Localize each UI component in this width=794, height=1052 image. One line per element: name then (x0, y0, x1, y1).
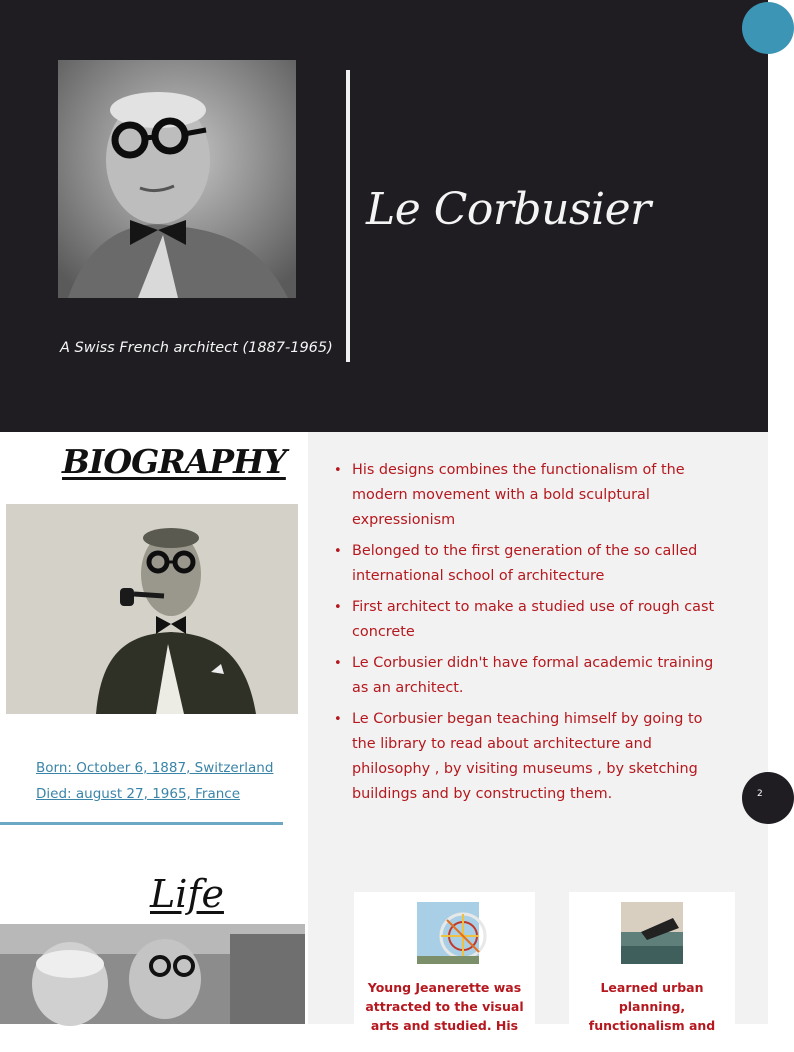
died-link[interactable]: Died: august 27, 1965, France (36, 786, 241, 802)
born-link[interactable]: Born: October 6, 1887, Switzerland (36, 760, 274, 776)
slide-title: Le Corbusier (366, 184, 651, 235)
bullet-item: • First architect to make a studied use of rough cast concrete (334, 595, 719, 645)
pipe-portrait-photo (6, 504, 298, 714)
ferris-wheel-thumbnail (417, 902, 479, 964)
page-number: 2 (757, 789, 763, 799)
biography-bullets (334, 458, 719, 813)
life-slide (0, 864, 768, 1033)
portrait-photo (58, 60, 296, 298)
slide-subtitle: A Swiss French architect (1887-1965) (60, 340, 333, 356)
biography-heading: BIOGRAPHY (62, 442, 286, 481)
decorative-circle (742, 2, 794, 54)
card-text: Young Jeanerette was attracted to the visual arts and studied. His (365, 980, 524, 1033)
card-text: Learned urban planning, functionalism and (588, 980, 716, 1033)
title-slide (0, 0, 768, 432)
two-men-photo (0, 924, 305, 1024)
life-card-visual-arts (354, 892, 535, 1052)
water-landscape-thumbnail (621, 902, 683, 964)
vertical-divider (346, 70, 350, 362)
dates-underline-rule (0, 822, 283, 825)
biography-left-panel (0, 432, 308, 864)
bullet-item: • Le Corbusier didn't have formal academic training as an architect. (334, 651, 719, 701)
page-number-badge (742, 772, 794, 824)
life-heading: Life (150, 872, 224, 916)
life-dates (36, 760, 273, 812)
life-left-panel (0, 864, 308, 1024)
life-card-urban-planning (569, 892, 735, 1052)
bullet-item: • Le Corbusier began teaching himself by going to the library to read about architecture and philosophy , by visiting museums , by sketching buildings and by constructing them. (334, 707, 719, 807)
bullet-item: • His designs combines the functionalism of the modern movement with a bold sculptural expressionism (334, 458, 719, 533)
biography-slide (0, 432, 768, 864)
bullet-item: • Belonged to the first generation of the so called international school of architecture (334, 539, 719, 589)
